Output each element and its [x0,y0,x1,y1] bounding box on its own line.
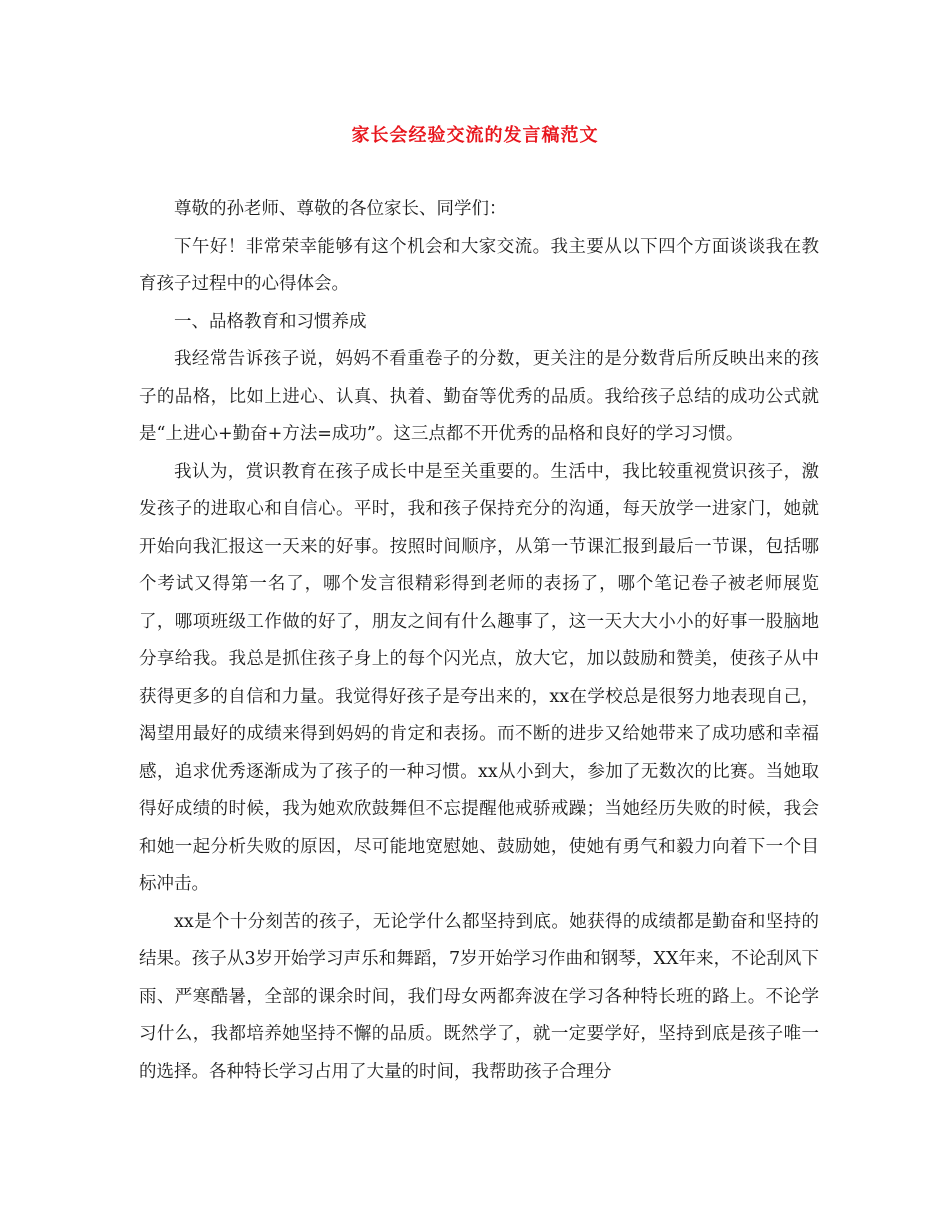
salutation-paragraph: 尊敬的孙老师、尊敬的各位家长、同学们： [174,199,507,219]
document-title: 家长会经验交流的发言稿范文 [351,125,599,146]
body-paragraph: 我经常告诉孩子说，妈妈不看重卷子的分数，更关注的是分数背后所反映出来的孩子的品格，比如上进心、认真、执着、勤奋等优秀的品质。我给孩子总结的成功公式就是“上进心+勤奋+方法=成功”。这三点都不开优秀的品格和良好的学习习惯。 [139,349,819,444]
section-heading: 一、品格教育和习惯养成 [174,311,367,332]
body-paragraph: 我认为，赏识教育在孩子成长中是至关重要的。生活中，我比较重视赏识孩子，激发孩子的进取心和自信心。平时，我和孩子保持充分的沟通，每天放学一进家门，她就开始向我汇报这一天来的好事。按照时间顺序，从第一节课汇报到最后一节课，包括哪个考试又得第一名了，哪个发言很精彩得到老师的表扬了，哪个笔记卷子被老师展览了，哪项班级工作做的好了，朋友之间有什么趣事了，这一天大大小小的好事一股脑地分享给我。我总是抓住孩子身上的每个闪光点，放大它，加以鼓励和赞美，使孩子从中获得更多的自信和力量。我觉得好孩子是夸出来的，xx在学校总是很努力地表现自己，渴望用最好的成绩来得到妈妈的肯定和表扬。而不断的进步又给她带来了成功感和幸福感，追求优秀逐渐成为了孩子的一种习惯。xx从小到大，参加了无数次的比赛。当她取得好成绩的时候，我为她欢欣鼓舞但不忘提醒他戒骄戒躁；当她经历失败的时候，我会和她一起分析失败的原因，尽可能地宽慰她、鼓励她，使她有勇气和毅力向着下一个目标冲击。 [139,461,819,894]
document-body [139,191,819,1091]
greeting-paragraph: 下午好！非常荣幸能够有这个机会和大家交流。我主要从以下四个方面谈谈我在教育孩子过程中的心得体会。 [139,236,819,294]
body-paragraph: xx是个十分刻苦的孩子，无论学什么都坚持到底。她获得的成绩都是勤奋和坚持的结果。孩子从3岁开始学习声乐和舞蹈，7岁开始学习作曲和钢琴，XX年来，不论刮风下雨、严寒酷暑，全部的课余时间，我们母女两都奔波在学习各种特长班的路上。不论学习什么，我都培养她坚持不懈的品质。既然学了，就一定要学好，坚持到底是孩子唯一的选择。各种特长学习占用了大量的时间，我帮助孩子合理分 [139,911,819,1082]
